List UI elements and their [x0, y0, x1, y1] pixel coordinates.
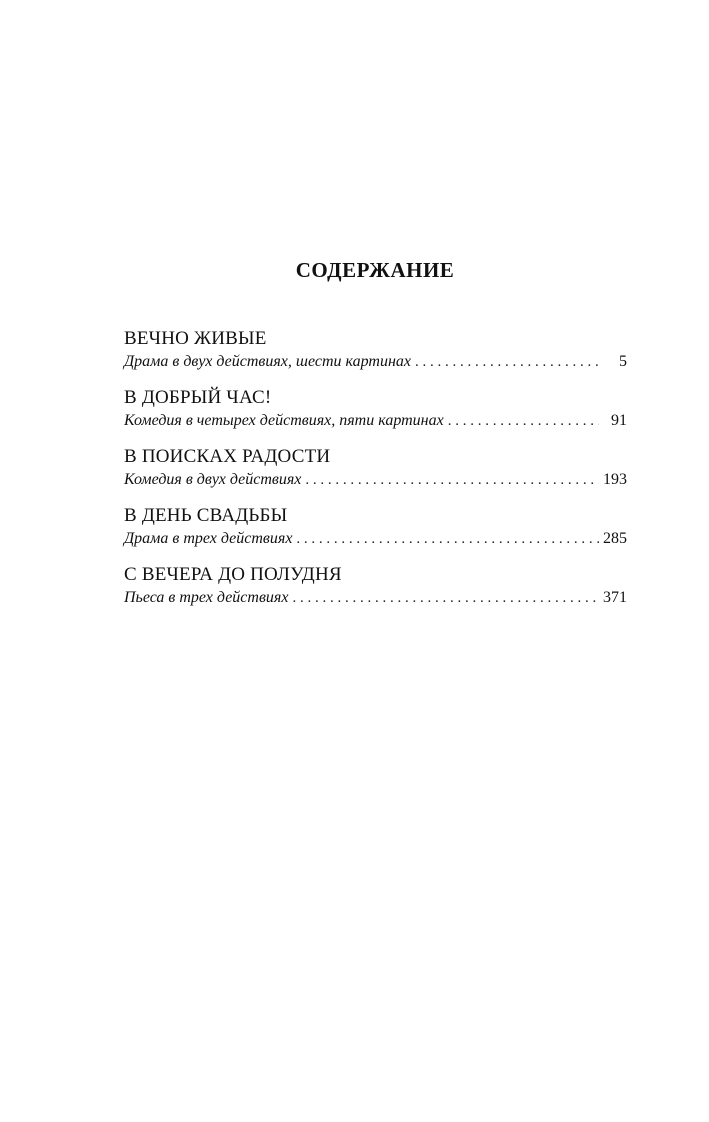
toc-entry-line	[124, 351, 627, 373]
toc-page-number: 285	[603, 530, 627, 547]
dot-leader	[415, 351, 599, 373]
toc-page-number: 193	[603, 471, 627, 488]
dot-leader	[448, 410, 599, 432]
dot-leader	[296, 528, 599, 550]
toc-page-number: 5	[619, 353, 627, 370]
toc-entry-line	[124, 410, 627, 432]
toc-entry[interactable]	[124, 504, 627, 563]
toc-entry-subtitle: Драма в двух действиях, шести картинах	[124, 353, 411, 370]
toc-entry-line	[124, 587, 627, 609]
contents-title: СОДЕРЖАНИЕ	[295, 258, 455, 282]
toc-page-number: 371	[603, 589, 627, 606]
toc-entry-line	[124, 528, 627, 550]
toc-entry-title: В ПОИСКАХ РАДОСТИ	[124, 446, 331, 467]
dot-leader	[305, 469, 599, 491]
toc-entry-title: В ДЕНЬ СВАДЬБЫ	[124, 505, 288, 526]
toc-entry-title: С ВЕЧЕРА ДО ПОЛУДНЯ	[124, 564, 342, 585]
dot-leader	[292, 587, 599, 609]
toc-entry-subtitle: Комедия в двух действиях	[124, 471, 302, 488]
toc-entry-subtitle: Пьеса в трех действиях	[124, 589, 289, 606]
toc-entry-subtitle: Драма в трех действиях	[124, 530, 293, 547]
toc-entry[interactable]	[124, 327, 627, 386]
toc-entry-title: В ДОБРЫЙ ЧАС!	[124, 387, 272, 408]
toc-entry[interactable]	[124, 445, 627, 504]
toc-entry-subtitle: Комедия в четырех действиях, пяти картинах	[124, 412, 444, 429]
table-of-contents	[124, 327, 627, 622]
toc-page-number: 91	[611, 412, 627, 429]
toc-entry[interactable]	[124, 386, 627, 445]
toc-entry-title: ВЕЧНО ЖИВЫЕ	[124, 328, 267, 349]
toc-entry[interactable]	[124, 563, 627, 622]
toc-entry-line	[124, 469, 627, 491]
